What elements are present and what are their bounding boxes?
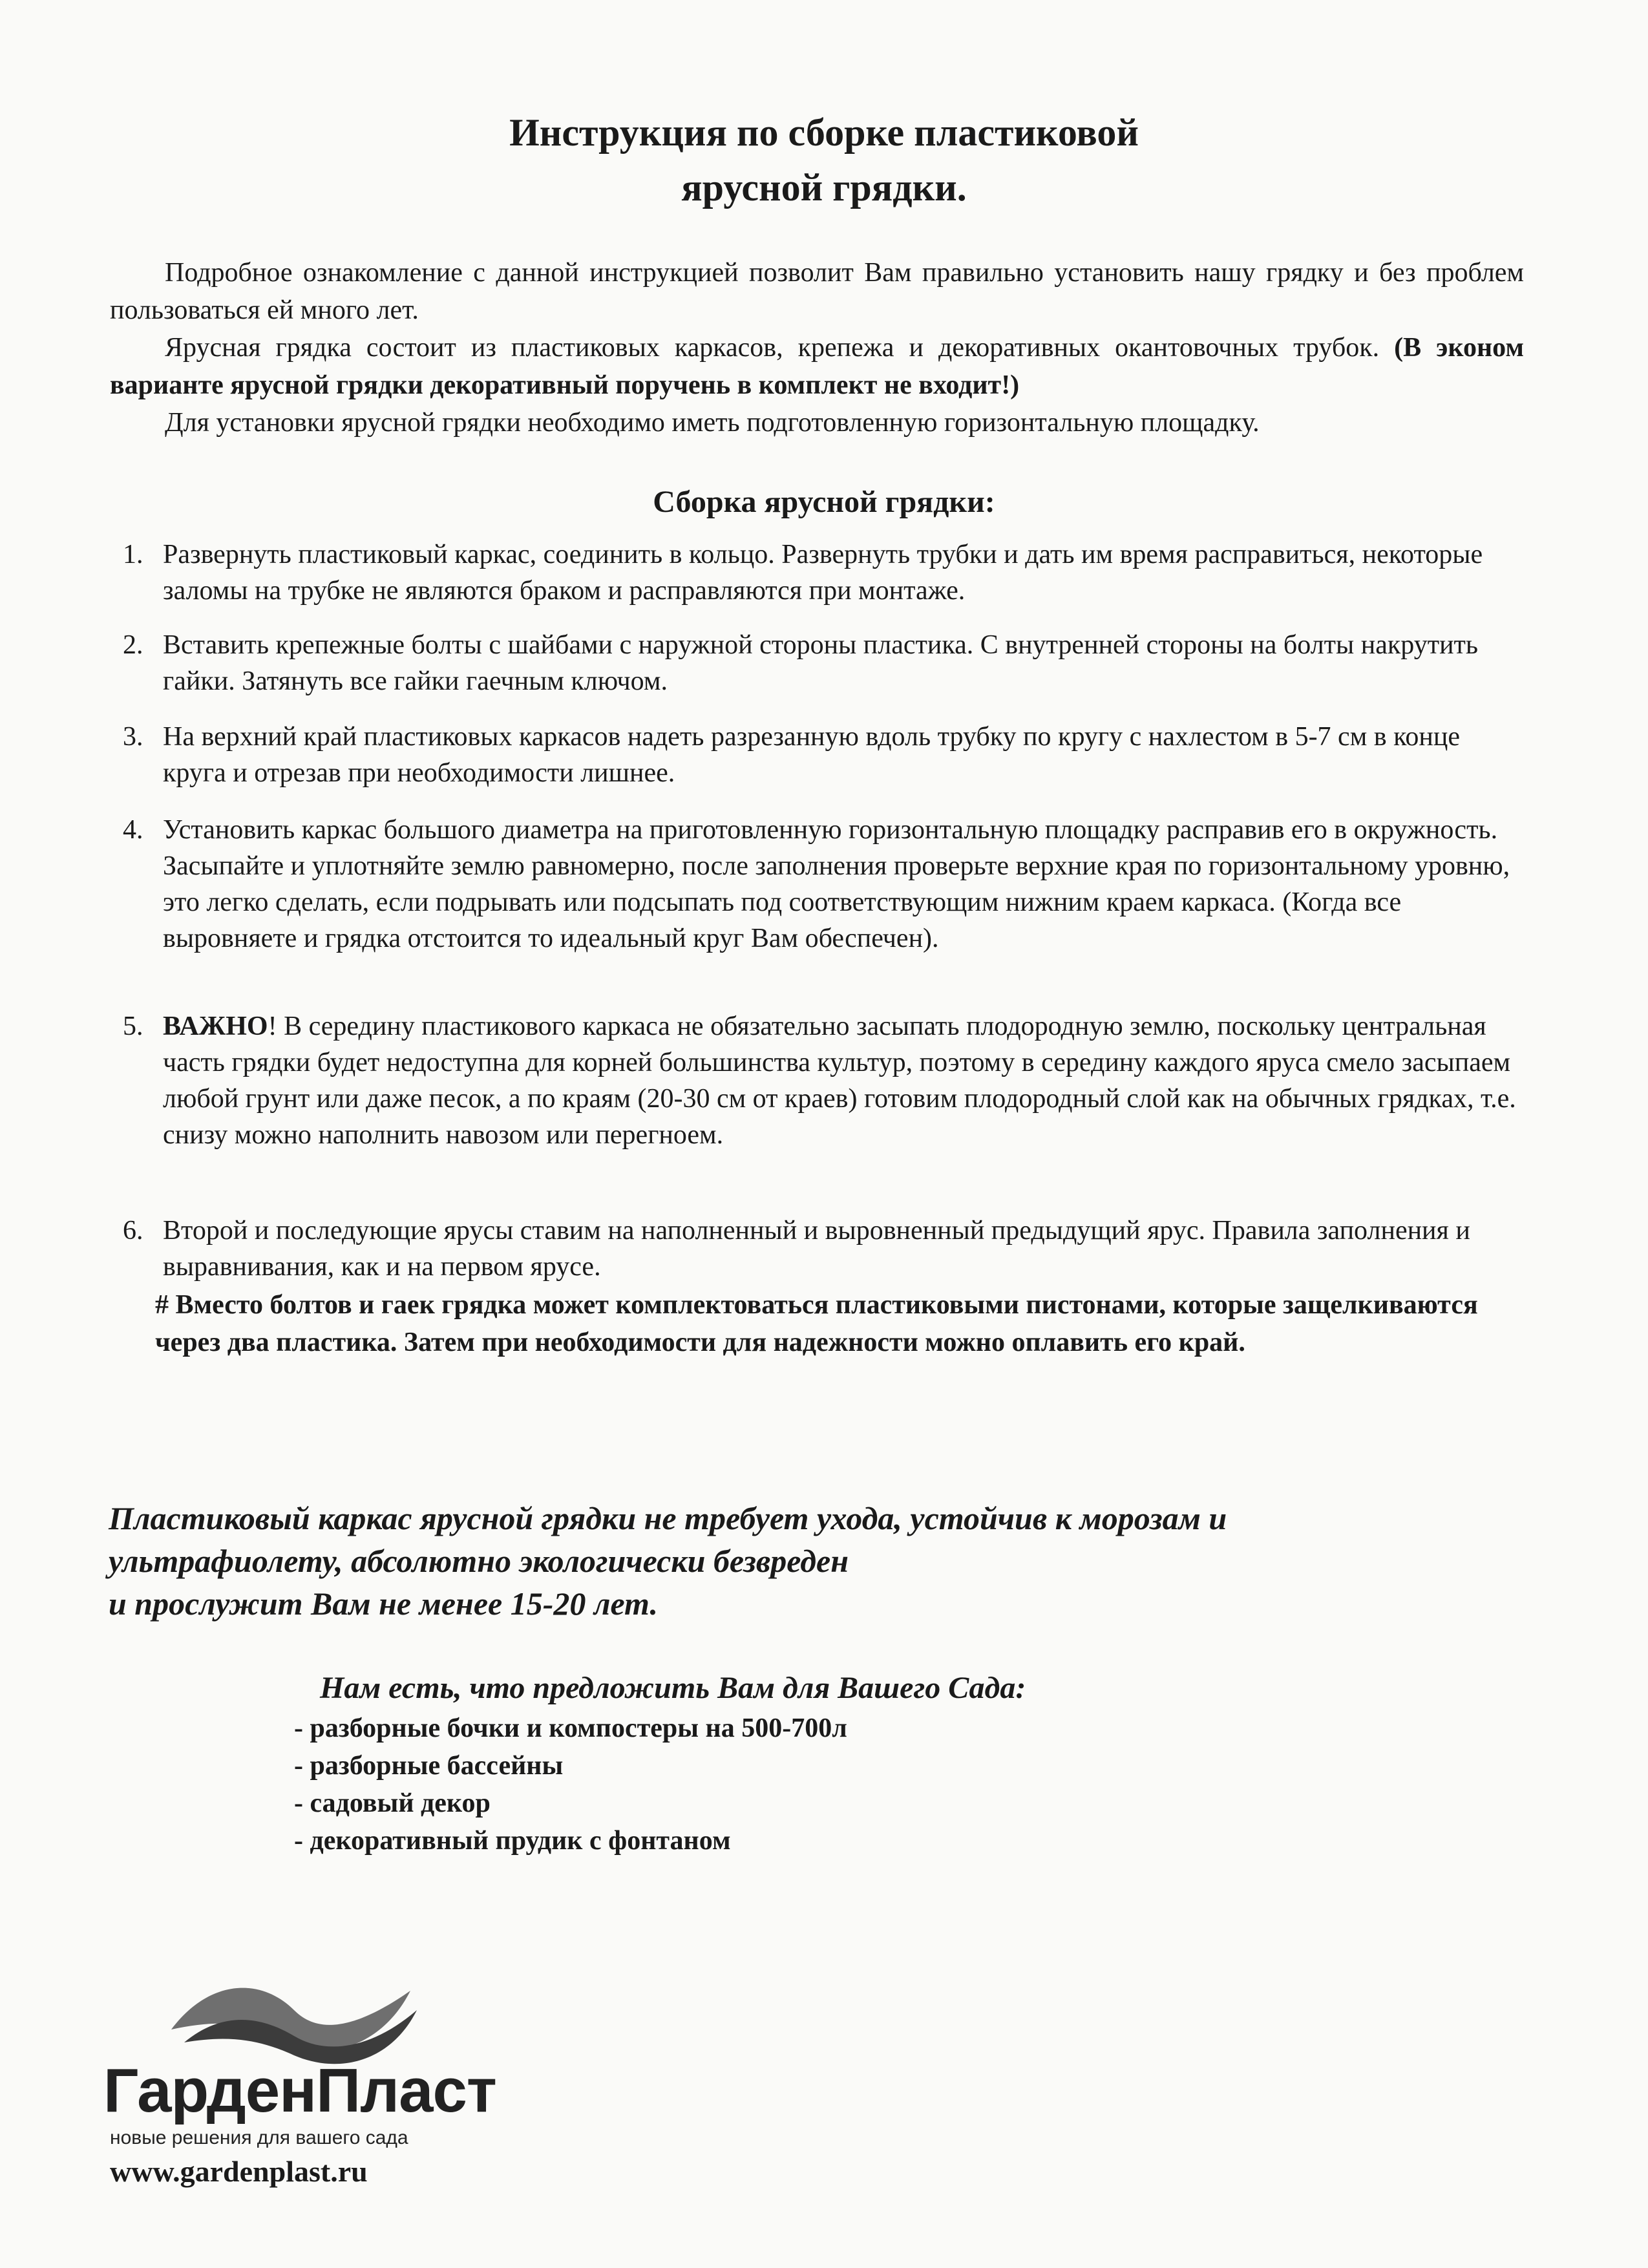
offer-list: [294, 1710, 847, 1860]
offer-item: - декоративный прудик с фонтаном: [294, 1826, 731, 1856]
intro-paragraph-2: [110, 329, 1524, 404]
step-number: 1.: [123, 540, 143, 569]
fastener-note: # Вместо болтов и гаек грядка может комплектоваться пластиковыми пистонами, которые защелкиваются через два пластика. Затем при необходимости для надежности можно оплавить его край.: [155, 1290, 1478, 1357]
step-text: Вставить крепежные болты с шайбами с наружной стороны пластика. С внутренней стороны на болты накрутить гайки. Затянуть все гайки гаечным ключом.: [163, 630, 1479, 696]
step-number: 6.: [123, 1216, 143, 1245]
offer-item: - разборные бочки и компостеры на 500-700л: [294, 1713, 847, 1743]
promo-line-2: ультрафиолету, абсолютно экологически безвреден: [109, 1543, 849, 1579]
step-text: Установить каркас большого диаметра на приготовленную горизонтальную площадку расправив его в окружность. Засыпайте и уплотняйте землю равномерно, после заполнения проверьте верхние края по горизонтальному уровню, это легко сделать, если подрывать или подсыпать под соответствующим нижним краем каркаса. (Когда все выровняете и грядка отстоится то идеальный круг Вам обеспечен).: [163, 815, 1510, 953]
step-number: 3.: [123, 722, 143, 752]
step-number: 4.: [123, 815, 143, 845]
brand-name: ГарденПласт: [103, 2056, 496, 2125]
assembly-heading: Сборка ярусной грядки:: [653, 485, 995, 519]
intro-paragraph-2-text: Ярусная грядка состоит из пластиковых каркасов, крепежа и декоративных окантовочных трубок.: [165, 333, 1395, 363]
step-text: На верхний край пластиковых каркасов надеть разрезанную вдоль трубку по кругу с нахлестом в 5-7 см в конце круга и отрезав при необходимости лишнее.: [163, 722, 1460, 788]
promo-block: [109, 1497, 1530, 1625]
document-title-line2: ярусной грядки.: [681, 166, 967, 209]
step-5-important: ВАЖНО: [163, 1012, 268, 1041]
intro-paragraph-2-bold: (В эконом варианте ярусной грядки декоративный поручень в комплект не входит!): [110, 333, 1524, 400]
gardenplast-logo-icon: [165, 1965, 423, 2068]
step-5-body: ! В середину пластикового каркаса не обязательно засыпать плодородную землю, поскольку центральная часть грядки будет недоступна для корней большинства культур, поэтому в середину каждого яруса смело засыпаем любой грунт или даже песок, а по краям (20-30 см от краев) готовим плодородный слой как на обычных грядках, т.е. снизу можно наполнить навозом или перегноем.: [163, 1012, 1516, 1150]
document-title-line1: Инструкция по сборке пластиковой: [509, 111, 1139, 154]
website-link[interactable]: www.gardenplast.ru: [110, 2155, 368, 2188]
step-text: [163, 1008, 1527, 1153]
promo-line-1: Пластиковый каркас ярусной грядки не требует ухода, устойчив к морозам и: [109, 1500, 1227, 1536]
brand-tagline: новые решения для вашего сада: [110, 2127, 408, 2148]
intro-paragraph-1: Подробное ознакомление с данной инструкцией позволит Вам правильно установить нашу грядку и без проблем пользоваться ей много лет.: [110, 258, 1524, 325]
intro-paragraph-3: Для установки ярусной грядки необходимо иметь подготовленную горизонтальную площадку.: [165, 408, 1260, 438]
offer-item: - садовый декор: [294, 1788, 491, 1818]
offer-heading: Нам есть, что предложить Вам для Вашего Сада:: [320, 1671, 1026, 1705]
step-text: Развернуть пластиковый каркас, соединить в кольцо. Развернуть трубки и дать им время расправиться, некоторые заломы на трубке не являются браком и расправляются при монтаже.: [163, 540, 1483, 606]
step-number: 2.: [123, 630, 143, 660]
step-number: 5.: [123, 1012, 143, 1041]
promo-line-3: и прослужит Вам не менее 15-20 лет.: [109, 1585, 659, 1622]
intro-section: [110, 254, 1524, 441]
offer-item: - разборные бассейны: [294, 1751, 564, 1781]
step-text: Второй и последующие ярусы ставим на наполненный и выровненный предыдущий ярус. Правила заполнения и выравнивания, как и на первом ярусе.: [163, 1216, 1470, 1282]
